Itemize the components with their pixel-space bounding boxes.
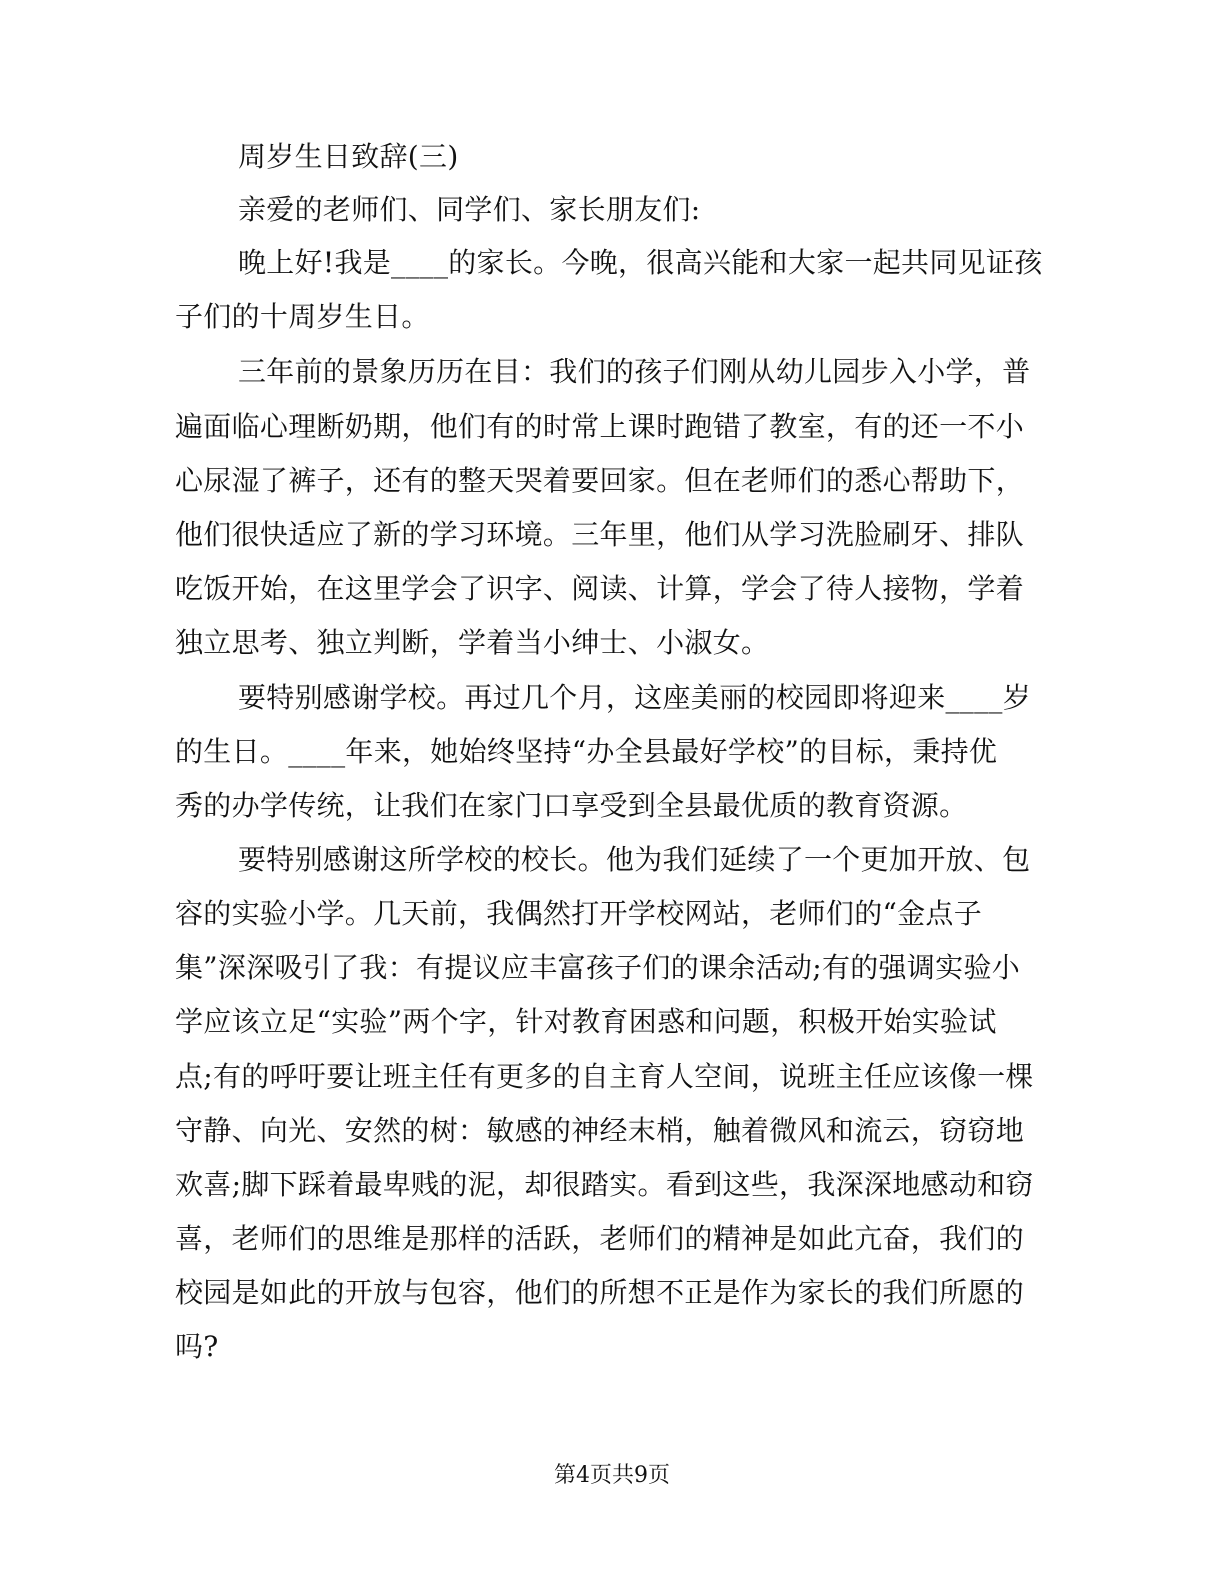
text-line: 心尿湿了裤子，还有的整天哭着要回家。但在老师们的悉心帮助下， (175, 464, 1025, 497)
text-line: 守静、向光、安然的树：敏感的神经末梢，触着微风和流云，窃窃地 (175, 1114, 1025, 1147)
text-line: 要特别感谢这所学校的校长。他为我们延续了一个更加开放、包 (238, 843, 1031, 876)
text-line: 秀的办学传统，让我们在家门口享受到全县最优质的教育资源。 (175, 789, 968, 822)
salutation-line: 亲爱的老师们、同学们、家长朋友们: (238, 193, 701, 226)
text-line: 吗? (175, 1330, 219, 1363)
text-line: 喜，老师们的思维是那样的活跃，老师们的精神是如此亢奋，我们的 (175, 1222, 1025, 1255)
text-line: 容的实验小学。几天前，我偶然打开学校网站，老师们的“金点子 (175, 897, 983, 930)
text-line: 子们的十周岁生日。 (175, 300, 430, 333)
text-line: 晚上好!我是____的家长。今晚，很高兴能和大家一起共同见证孩 (238, 246, 1043, 279)
text-line: 要特别感谢学校。再过几个月，这座美丽的校园即将迎来____岁 (238, 681, 1032, 714)
text-line: 三年前的景象历历在目：我们的孩子们刚从幼儿园步入小学，普 (238, 355, 1031, 388)
text-line: 吃饭开始，在这里学会了识字、阅读、计算，学会了待人接物，学着 (175, 572, 1025, 605)
text-line: 校园是如此的开放与包容，他们的所想不正是作为家长的我们所愿的 (175, 1276, 1025, 1309)
text-line: 的生日。____年来，她始终坚持“办全县最好学校”的目标，秉持优 (175, 735, 998, 768)
text-line: 遍面临心理断奶期，他们有的时常上课时跑错了教室，有的还一不小 (175, 410, 1025, 443)
text-line: 欢喜;脚下踩着最卑贱的泥，却很踏实。看到这些，我深深地感动和窃 (175, 1168, 1034, 1201)
text-line: 点;有的呼吁要让班主任有更多的自主育人空间，说班主任应该像一棵 (175, 1060, 1034, 1093)
document-title: 周岁生日致辞(三) (238, 140, 459, 173)
text-line: 集”深深吸引了我：有提议应丰富孩子们的课余活动;有的强调实验小 (175, 951, 1021, 984)
page-number: 第4页共9页 (554, 1463, 670, 1488)
text-line: 学应该立足“实验”两个字，针对教育困惑和问题，积极开始实验试 (175, 1005, 997, 1038)
text-line: 独立思考、独立判断，学着当小绅士、小淑女。 (175, 626, 770, 659)
text-line: 他们很快适应了新的学习环境。三年里，他们从学习洗脸刷牙、排队 (175, 518, 1025, 551)
